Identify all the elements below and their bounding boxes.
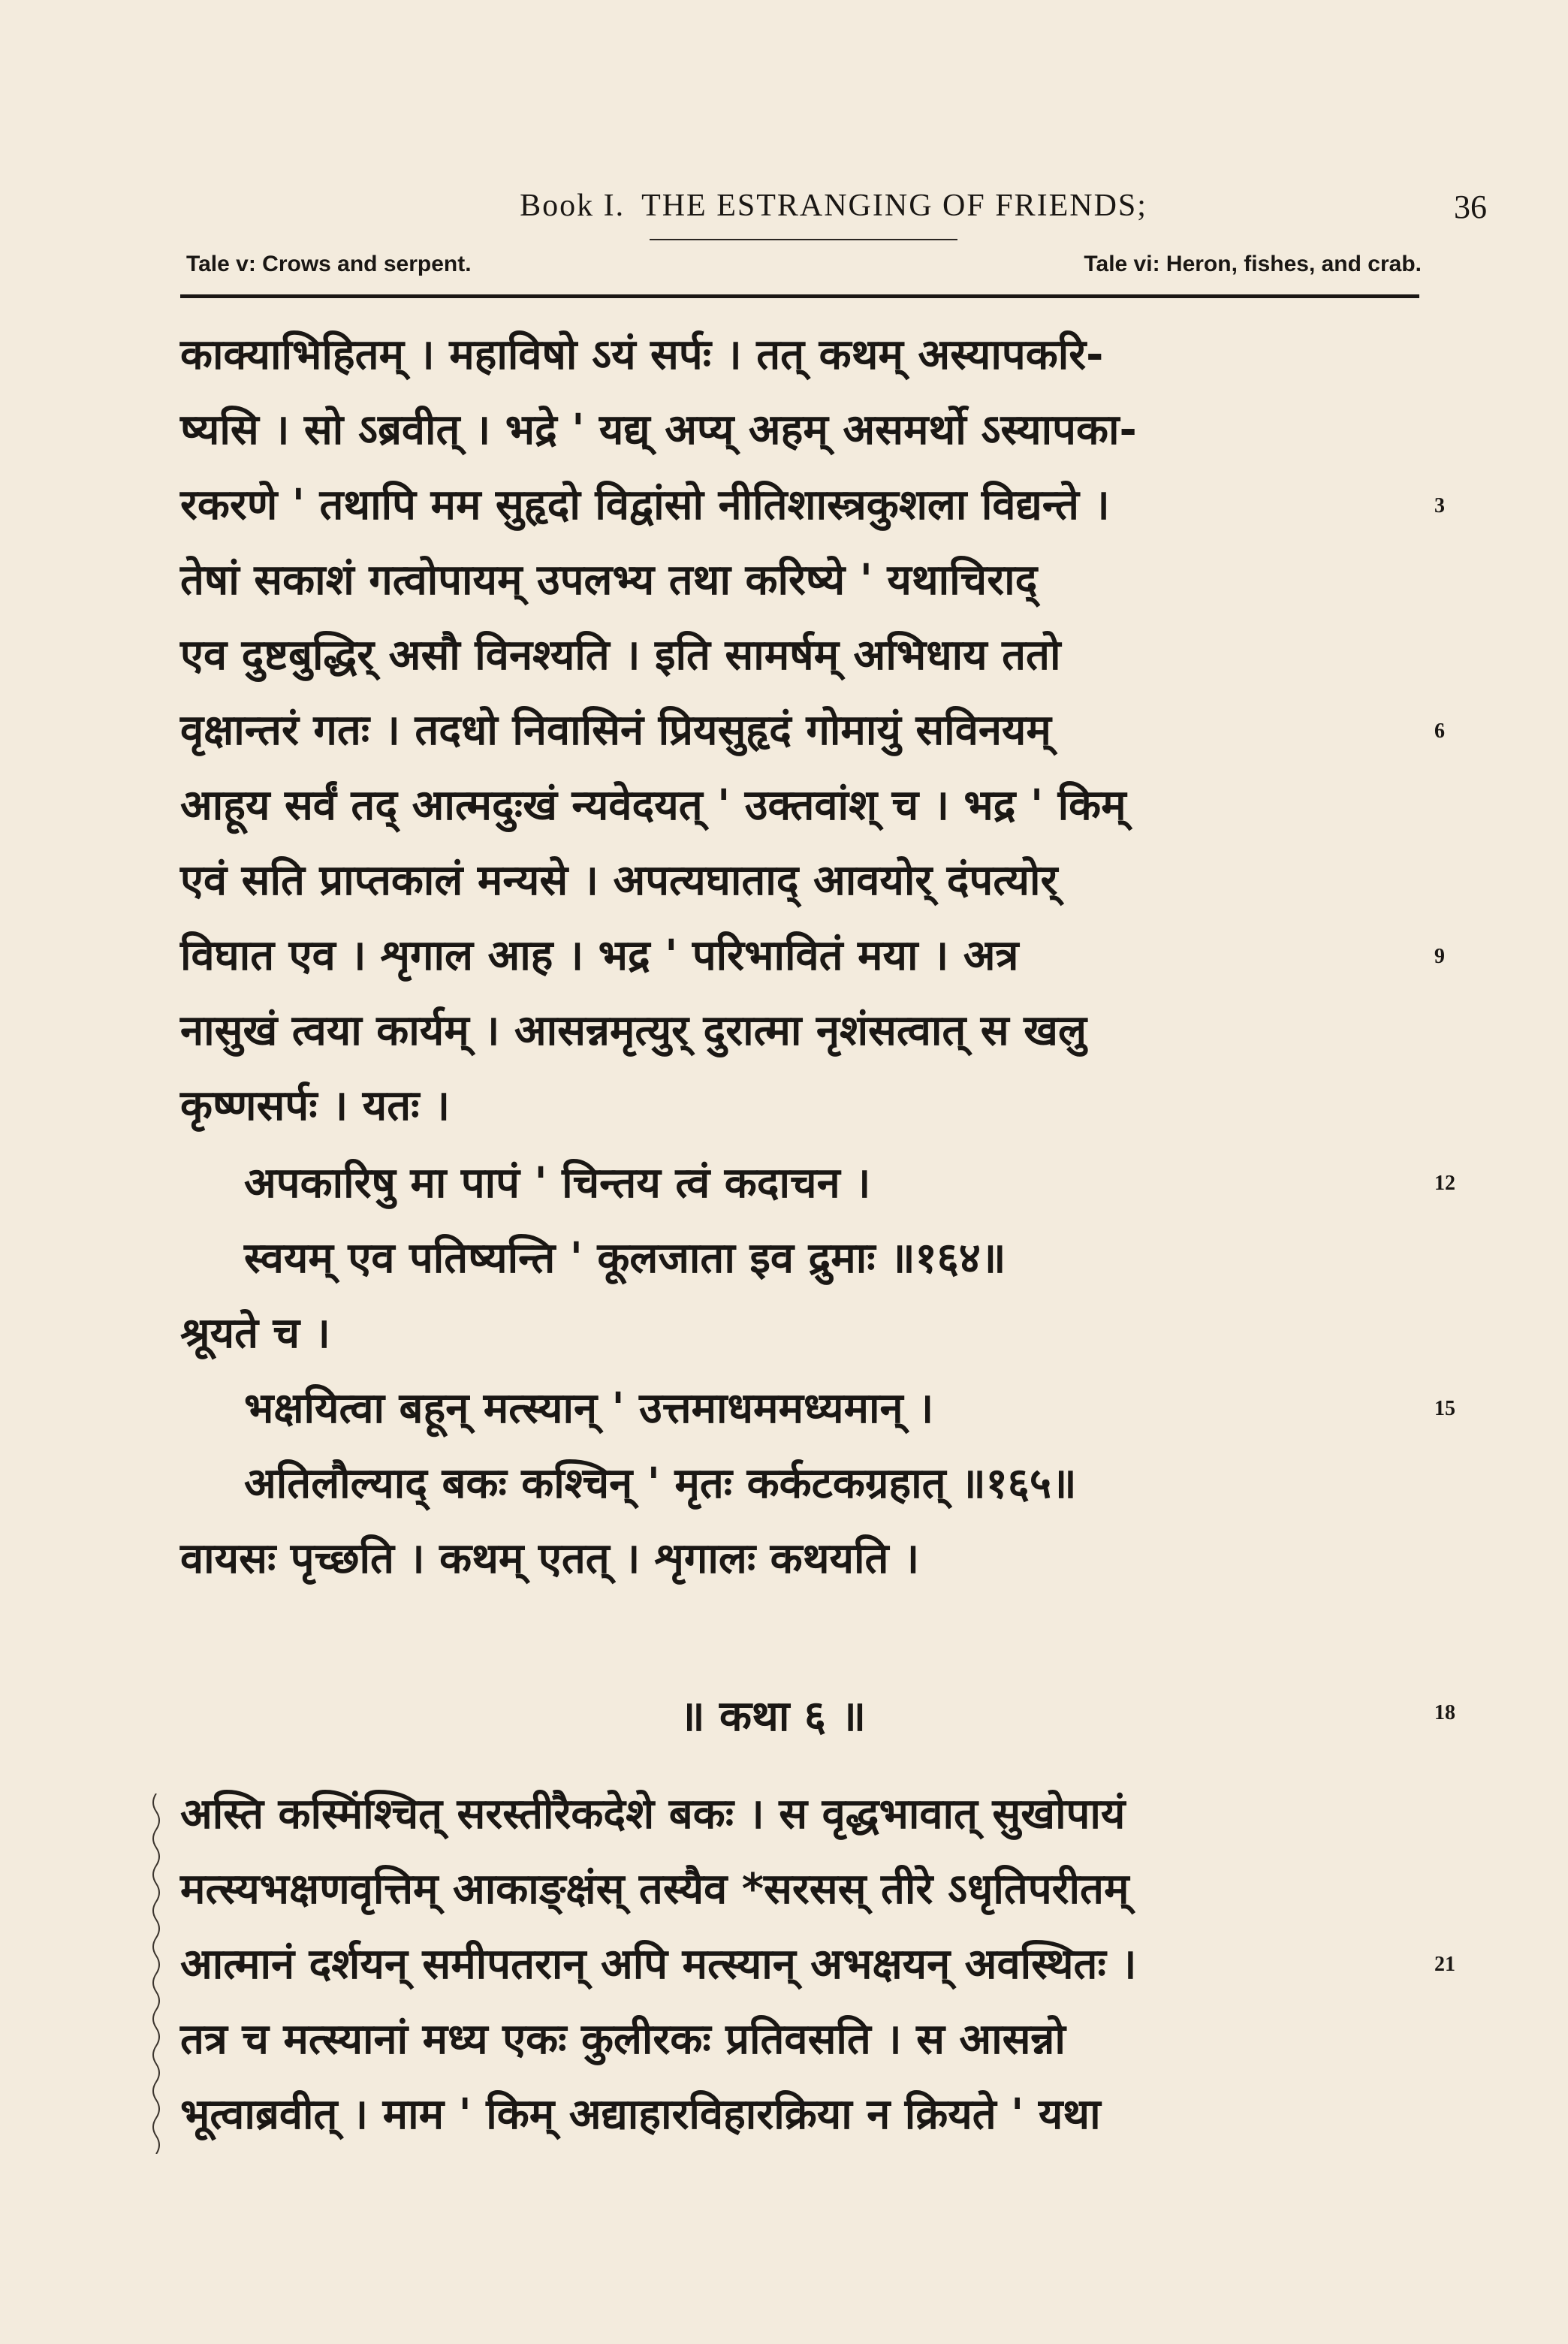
header-underline [650,239,957,240]
line-number-12: 12 [1434,1172,1455,1195]
text-line-2: ष्यसि । सो ऽब्रवीत् । भद्रे ' यद्य् अप्य् अहम् असमर्थो ऽस्यापका- [180,406,1137,454]
text-line-17: तत्र च मत्स्यानां मध्य एकः कुलीरकः प्रतिवसति । स आसन्नो [180,2015,1066,2064]
text-line-16: आत्मानं दर्शयन् समीपतरान् अपि मत्स्यान् अभक्षयन् अवस्थितः । [180,1940,1137,1989]
header-title: THE ESTRANGING OF FRIENDS; [641,189,1147,223]
line-number-3: 3 [1434,494,1445,517]
story-heading: ॥ कथा ६ ॥ [680,1692,866,1741]
verse-line-164a: अपकारिषु मा पापं ' चिन्तय त्वं कदाचन । [244,1159,871,1208]
text-line-3: रकरणे ' तथापि मम सुहृदो विद्वांसो नीतिशास्त्रकुशला विद्यन्ते । [180,481,1110,529]
tale-left-caption: Tale v: Crows and serpent. [186,252,472,276]
text-line-9: विघात एव । शृगाल आह । भद्र ' परिभावितं मया । अत्र [180,931,1019,980]
line-number-6: 6 [1434,719,1445,743]
text-line-7: आहूय सर्वं तद् आत्मदुःखं न्यवेदयत् ' उक्तवांश् च । भद्र ' किम् [180,781,1126,830]
tale-subheader [186,252,1422,282]
header-rule [180,294,1419,298]
text-line-8: एवं सति प्राप्तकालं मन्यसे । अपत्यघाताद् आवयोर् दंपत्योर् [180,856,1058,905]
line-number-21: 21 [1434,1953,1455,1976]
tale-right-caption: Tale vi: Heron, fishes, and crab. [1084,252,1422,276]
text-line-5: एव दुष्टबुद्धिर् असौ विनश्यति । इति सामर्षम् अभिधाय ततो [180,631,1061,680]
verse-line-164b: स्वयम् एव पतिष्यन्ति ' कूलजाता इव द्रुमाः ॥१६४॥ [244,1234,1006,1283]
running-header [180,188,1487,233]
text-line-18: भूत्वाब्रवीत् । माम ' किम् अद्याहारविहारक्रिया न क्रियते ' यथा [180,2090,1101,2139]
text-line-15: मत्स्यभक्षणवृत्तिम् आकाङ्क्षंस् तस्यैव *सरसस् तीरे ऽधृतिपरीतम् [180,1865,1129,1914]
text-line-11: कृष्णसर्पः । यतः । [180,1081,451,1130]
text-line-6: वृक्षान्तरं गतः । तदधो निवासिनं प्रियसुहृदं गोमायुं सविनयम् [180,706,1051,755]
wavy-margin-bracket [149,1793,164,2154]
line-number-15: 15 [1434,1397,1455,1420]
header-title-block [406,188,1262,224]
text-line-10: नासुखं त्वया कार्यम् । आसन्नमृत्युर् दुरात्मा नृशंसत्वात् स खलु [180,1006,1087,1055]
verse-line-165a: भक्षयित्वा बहून् मत्स्यान् ' उत्तमाधममध्यमान् । [244,1384,934,1433]
line-number-18: 18 [1434,1701,1455,1724]
text-line-1: काक्याभिहितम् । महाविषो ऽयं सर्पः । तत् कथम् अस्यापकरि- [180,330,1104,379]
text-line-14: अस्ति कस्मिंश्चित् सरस्तीरैकदेशे बकः । स वृद्धभावात् सुखोपायं [180,1790,1126,1839]
text-line-12: श्रूयते च । [180,1309,330,1358]
verse-line-165b: अतिलौल्याद् बकः कश्चिन् ' मृतः कर्कटकग्रहात् ॥१६५॥ [244,1459,1077,1508]
book-label: Book I. [520,189,626,223]
text-line-4: तेषां सकाशं गत्वोपायम् उपलभ्य तथा करिष्ये ' यथाचिराद् [180,556,1038,605]
text-line-13: वायसः पृच्छति । कथम् एतत् । शृगालः कथयति । [180,1534,920,1583]
line-number-9: 9 [1434,945,1445,968]
page-number: 36 [1454,189,1487,225]
